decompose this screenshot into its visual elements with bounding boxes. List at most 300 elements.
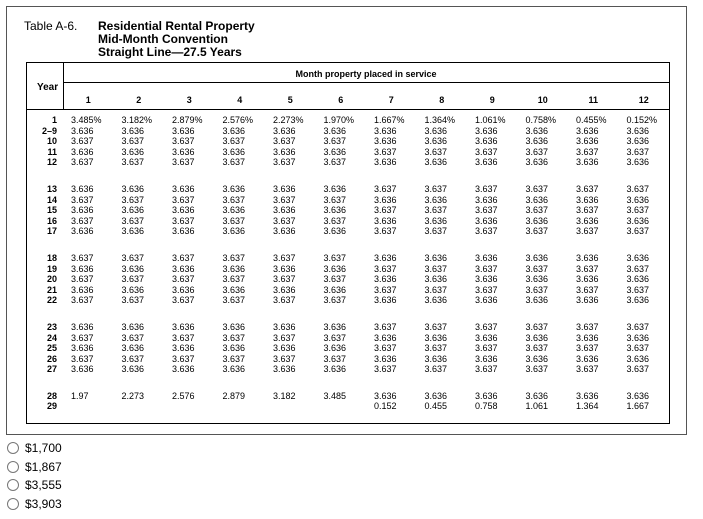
rate-cell: 3.637	[475, 146, 498, 157]
rate-cell: 3.637	[273, 136, 296, 147]
answer-label: $1,867	[25, 459, 62, 474]
rate-cell: 3.637	[626, 183, 650, 194]
group-spacer	[576, 375, 626, 391]
year-label: 11	[47, 146, 57, 157]
rate-cell: 3.637	[222, 215, 246, 226]
year-label: 24	[46, 332, 57, 343]
year-label: 18	[46, 252, 57, 263]
rate-cell: 3.182	[273, 390, 296, 401]
rate-cell: 3.636	[525, 252, 549, 263]
rate-cell: 3.636	[222, 146, 246, 157]
rate-cell: 3.636	[172, 364, 195, 375]
rate-cell: 3.637	[475, 321, 498, 332]
rate-cell: 3.637	[273, 215, 296, 226]
group-spacer	[576, 306, 626, 322]
rate-cell: 3.636	[475, 353, 498, 364]
rate-cell: 3.485%	[71, 115, 102, 125]
rate-cell: 3.636	[273, 321, 296, 332]
table-frame	[6, 6, 687, 435]
rate-cell: 3.637	[374, 146, 397, 157]
rate-cell: 3.636	[424, 390, 448, 401]
rate-cell: 3.636	[222, 263, 246, 274]
rate-cell: 3.636	[71, 284, 94, 295]
rate-cell: 3.636	[121, 205, 145, 216]
year-header: Year	[37, 82, 59, 93]
rate-cell: 0.758%	[525, 115, 557, 125]
rate-cell: 3.637	[424, 321, 448, 332]
group-spacer	[71, 375, 121, 391]
group-spacer	[374, 375, 424, 391]
rate-cell: 3.637	[71, 332, 94, 343]
rate-cell: 3.636	[475, 390, 498, 401]
header-bottom-rule	[27, 109, 669, 110]
group-spacer	[27, 237, 57, 253]
rate-cell: 3.636	[172, 146, 195, 157]
rate-cell: 3.637	[71, 194, 94, 205]
rate-cell: 3.637	[172, 157, 195, 168]
radio-button[interactable]	[7, 442, 19, 454]
rate-cell: 3.636	[71, 205, 94, 216]
rate-cell: 3.636	[121, 284, 145, 295]
rate-cell: 3.636	[71, 321, 94, 332]
rate-cell: 2.273	[121, 390, 145, 401]
rate-cell: 3.637	[172, 332, 195, 343]
group-spacer	[324, 306, 374, 322]
month-number: 6	[338, 95, 344, 105]
rate-cell: 1.667	[626, 401, 650, 412]
rate-cell: 3.636	[121, 364, 145, 375]
rate-cell: 3.637	[121, 194, 145, 205]
group-spacer	[223, 306, 273, 322]
month-column	[475, 115, 525, 412]
group-spacer	[374, 168, 424, 184]
rate-cell: 3.636	[121, 183, 145, 194]
rate-cell: 3.637	[121, 136, 145, 147]
group-spacer	[223, 237, 273, 253]
rate-cell: 3.636	[475, 295, 498, 306]
group-spacer	[425, 168, 475, 184]
rate-cell	[324, 401, 374, 412]
group-spacer	[71, 306, 121, 322]
group-spacer	[576, 168, 626, 184]
rate-cell: 3.636	[121, 146, 145, 157]
group-spacer	[475, 306, 525, 322]
group-spacer	[122, 237, 172, 253]
rate-cell: 3.637	[172, 353, 195, 364]
rate-cell	[172, 401, 222, 412]
answer-label: $3,903	[25, 496, 62, 511]
radio-button[interactable]	[7, 461, 19, 473]
group-spacer	[324, 237, 374, 253]
group-spacer	[425, 375, 475, 391]
month-column	[526, 115, 576, 412]
rate-cell: 3.637	[222, 252, 246, 263]
rate-cell: 3.637	[525, 183, 549, 194]
group-spacer	[223, 168, 273, 184]
rate-cell: 0.152%	[626, 115, 658, 125]
group-spacer	[324, 375, 374, 391]
rate-cell: 3.637	[424, 183, 448, 194]
group-spacer	[27, 168, 57, 184]
answer-option[interactable]	[7, 439, 62, 458]
rate-cell: 3.637	[273, 274, 296, 285]
month-number: 10	[537, 95, 548, 105]
table-title	[98, 20, 255, 59]
rate-cell: 3.637	[374, 364, 397, 375]
month-column	[627, 115, 677, 412]
rate-cell: 3.637	[374, 321, 397, 332]
rate-cell: 3.636	[172, 343, 195, 354]
rate-cell: 3.636	[475, 274, 498, 285]
group-spacer	[526, 237, 576, 253]
rate-cell: 3.636	[626, 274, 650, 285]
rate-cell: 3.637	[626, 364, 650, 375]
rate-cell: 3.637	[323, 353, 347, 364]
rate-cell: 3.637	[576, 146, 599, 157]
year-label: 1	[51, 115, 57, 125]
rate-cell: 3.637	[323, 274, 347, 285]
table-label: Table A-6.	[24, 19, 78, 33]
rate-cell: 3.636	[273, 263, 296, 274]
rate-cell: 3.636	[626, 125, 650, 136]
group-spacer	[425, 306, 475, 322]
year-label: 27	[46, 364, 57, 375]
rate-cell: 3.637	[475, 205, 498, 216]
rate-cell: 3.636	[475, 215, 498, 226]
rate-cell: 3.636	[525, 136, 549, 147]
rate-cell: 3.637	[273, 332, 296, 343]
rate-cell: 3.636	[475, 252, 498, 263]
rate-cell: 3.636	[525, 157, 549, 168]
group-spacer	[425, 237, 475, 253]
rate-cell: 3.636	[121, 226, 145, 237]
rate-cell: 3.637	[576, 364, 599, 375]
rate-cell: 3.636	[172, 284, 195, 295]
rate-cell: 3.637	[222, 157, 246, 168]
rate-cell	[223, 401, 273, 412]
rate-cell: 3.636	[323, 343, 347, 354]
rate-cell: 3.636	[121, 321, 145, 332]
group-spacer	[475, 375, 525, 391]
group-spacer	[273, 375, 323, 391]
rate-cell: 3.637	[525, 205, 549, 216]
rate-cell: 3.637	[475, 263, 498, 274]
group-spacer	[526, 375, 576, 391]
rate-cell: 3.637	[172, 136, 195, 147]
group-spacer	[172, 237, 222, 253]
rate-cell: 3.637	[576, 321, 599, 332]
rate-cell: 3.636	[273, 364, 296, 375]
rate-cell: 3.636	[576, 215, 599, 226]
answer-option[interactable]	[7, 495, 62, 514]
rate-cell: 3.636	[121, 125, 145, 136]
rate-cell: 3.636	[626, 215, 650, 226]
rate-cell: 3.637	[121, 274, 145, 285]
rate-cell: 3.636	[273, 226, 296, 237]
month-number: 5	[287, 95, 293, 105]
rate-cell: 3.485	[323, 390, 347, 401]
rate-cell: 3.637	[475, 284, 498, 295]
rate-cell: 3.636	[222, 125, 246, 136]
rate-cell: 1.970%	[323, 115, 355, 125]
rate-cell: 3.637	[626, 146, 650, 157]
rate-cell: 3.636	[626, 332, 650, 343]
rate-cell: 3.636	[475, 332, 498, 343]
group-spacer	[122, 306, 172, 322]
rate-cell: 3.636	[273, 284, 296, 295]
rate-cell: 3.636	[626, 194, 650, 205]
rate-cell: 3.636	[626, 353, 650, 364]
rate-cell: 0.455	[424, 401, 448, 412]
rate-cell: 2.879	[222, 390, 246, 401]
group-spacer	[627, 168, 677, 184]
rate-cell: 3.637	[475, 226, 498, 237]
rate-cell: 3.637	[626, 205, 650, 216]
rate-cell: 3.636	[424, 136, 448, 147]
group-spacer	[172, 168, 222, 184]
rate-cell: 3.636	[626, 390, 650, 401]
rate-cell: 3.636	[374, 353, 397, 364]
rate-cell	[273, 401, 323, 412]
rate-cell: 3.636	[323, 125, 347, 136]
rate-cell: 3.636	[222, 205, 246, 216]
year-label: 16	[46, 215, 57, 226]
rate-cell: 3.636	[71, 146, 94, 157]
rate-cell: 1.364	[576, 401, 599, 412]
year-label: 23	[46, 321, 57, 332]
rate-cell: 3.636	[424, 194, 448, 205]
month-number: 11	[588, 95, 598, 105]
rate-cell: 3.636	[626, 157, 650, 168]
group-spacer	[627, 375, 677, 391]
rate-cell	[122, 401, 172, 412]
group-spacer	[172, 306, 222, 322]
rate-cell: 3.636	[576, 274, 599, 285]
rate-cell: 3.637	[273, 252, 296, 263]
group-spacer	[27, 306, 57, 322]
rate-cell: 2.576%	[222, 115, 254, 125]
rate-cell: 3.637	[374, 183, 397, 194]
month-column	[122, 115, 172, 412]
rate-cell: 3.636	[424, 353, 448, 364]
answer-label: $1,700	[25, 441, 62, 456]
rate-cell: 1.97	[71, 390, 89, 401]
month-column	[324, 115, 374, 412]
group-spacer	[627, 237, 677, 253]
rate-cell: 1.061%	[475, 115, 506, 125]
rate-cell: 3.636	[576, 125, 599, 136]
month-number: 9	[489, 95, 495, 105]
rate-cell: 3.637	[626, 284, 650, 295]
rate-cell: 3.636	[576, 136, 599, 147]
rate-cell: 3.636	[273, 125, 296, 136]
rate-cell: 3.637	[525, 263, 549, 274]
rate-cell: 3.637	[71, 252, 94, 263]
rate-cell: 3.636	[273, 205, 296, 216]
rate-cell: 2.879%	[172, 115, 203, 125]
rate-cell: 3.637	[626, 321, 650, 332]
rate-cell: 3.636	[323, 284, 347, 295]
answer-option[interactable]	[7, 458, 62, 477]
rate-cell: 3.637	[222, 194, 246, 205]
rate-cell: 3.637	[626, 226, 650, 237]
rate-cell: 3.636	[374, 194, 397, 205]
month-header: Month property placed in service	[295, 69, 437, 79]
rate-cell: 3.636	[172, 263, 195, 274]
year-label: 17	[46, 226, 57, 237]
rate-cell: 3.637	[121, 353, 145, 364]
table-title-line: Mid-Month Convention	[98, 32, 228, 46]
rate-cell: 3.637	[374, 343, 397, 354]
rate-cell: 3.637	[424, 364, 448, 375]
rate-cell: 3.637	[576, 226, 599, 237]
month-column	[576, 115, 626, 412]
rate-cell: 3.636	[323, 205, 347, 216]
rate-cell: 3.636	[172, 226, 195, 237]
group-spacer	[71, 237, 121, 253]
rate-cell: 2.273%	[273, 115, 304, 125]
rate-cell: 3.636	[424, 252, 448, 263]
rate-cell: 3.636	[71, 364, 94, 375]
rate-cell: 3.637	[374, 226, 397, 237]
rate-cell: 3.636	[576, 157, 599, 168]
rate-cell: 3.636	[71, 343, 94, 354]
rate-cell: 3.637	[273, 157, 296, 168]
rate-cell: 3.636	[525, 295, 549, 306]
month-number: 7	[388, 95, 394, 105]
rate-cell: 3.637	[71, 136, 94, 147]
answer-label: $3,555	[25, 478, 62, 493]
rate-cell: 3.637	[323, 252, 347, 263]
rate-cell: 3.637	[222, 353, 246, 364]
rate-cell: 3.637	[475, 183, 498, 194]
group-spacer	[475, 237, 525, 253]
rate-cell: 3.637	[172, 194, 195, 205]
year-label: 12	[46, 157, 57, 168]
year-label: 26	[46, 353, 57, 364]
rate-cell: 3.637	[475, 364, 498, 375]
rate-cell: 3.637	[121, 295, 145, 306]
rate-cell: 3.637	[525, 146, 549, 157]
rate-cell: 3.636	[222, 343, 246, 354]
table-title-line: Straight Line—27.5 Years	[98, 45, 242, 59]
rate-cell: 3.637	[576, 183, 599, 194]
rate-cell: 3.636	[475, 194, 498, 205]
rate-cell: 3.637	[71, 215, 94, 226]
year-label: 13	[46, 183, 57, 194]
rate-cell: 3.637	[172, 252, 195, 263]
rate-cell: 3.637	[172, 295, 195, 306]
rate-cell: 3.636	[323, 263, 347, 274]
rate-cell: 3.636	[323, 321, 347, 332]
month-number: 8	[439, 95, 445, 105]
radio-button[interactable]	[7, 498, 19, 510]
month-number: 12	[638, 95, 649, 105]
rate-cell: 3.637	[222, 295, 246, 306]
radio-button[interactable]	[7, 479, 19, 491]
month-column	[374, 115, 424, 412]
rate-cell: 3.636	[222, 284, 246, 295]
rate-cell: 3.636	[475, 125, 498, 136]
rate-cell: 3.636	[576, 390, 599, 401]
month-column	[425, 115, 475, 412]
table-title-line: Residential Rental Property	[98, 19, 255, 33]
rate-cell: 2.576	[172, 390, 195, 401]
month-column	[223, 115, 273, 412]
rate-cell: 3.637	[273, 295, 296, 306]
year-label: 21	[46, 284, 57, 295]
rate-cell: 3.636	[273, 183, 296, 194]
month-number: 2	[136, 95, 142, 105]
group-spacer	[273, 168, 323, 184]
rate-cell: 1.667%	[374, 115, 405, 125]
group-spacer	[273, 306, 323, 322]
rate-cell: 3.636	[525, 215, 549, 226]
rate-cell: 3.636	[424, 157, 448, 168]
rate-cell: 3.636	[374, 136, 397, 147]
rate-cell: 3.636	[576, 194, 599, 205]
rate-cell: 3.636	[626, 136, 650, 147]
rate-cell: 3.637	[374, 205, 397, 216]
rate-cell: 3.636	[374, 332, 397, 343]
rate-cell: 3.637	[71, 353, 94, 364]
rate-cell: 3.636	[525, 332, 549, 343]
rate-cell: 3.636	[172, 205, 195, 216]
group-spacer	[475, 168, 525, 184]
rate-cell: 3.637	[424, 146, 448, 157]
rate-cell: 3.636	[71, 226, 94, 237]
rate-cell: 3.636	[71, 183, 94, 194]
rate-cell: 3.637	[323, 136, 347, 147]
rate-cell: 3.637	[71, 274, 94, 285]
rate-cell: 3.637	[424, 343, 448, 354]
rate-cell: 3.637	[424, 263, 448, 274]
month-column	[172, 115, 222, 412]
rate-cell: 1.061	[525, 401, 549, 412]
group-spacer	[526, 168, 576, 184]
group-spacer	[122, 168, 172, 184]
rate-cell: 3.637	[424, 284, 448, 295]
rate-cell: 3.636	[424, 332, 448, 343]
rate-cell: 3.636	[222, 321, 246, 332]
group-spacer	[122, 375, 172, 391]
rate-cell: 3.636	[374, 215, 397, 226]
year-label: 2–9	[41, 125, 57, 136]
rate-cell: 3.636	[323, 183, 347, 194]
rate-cell: 3.637	[525, 321, 549, 332]
rate-cell: 3.637	[172, 215, 195, 226]
rate-cell: 3.636	[475, 157, 498, 168]
rate-cell: 3.636	[374, 125, 397, 136]
group-spacer	[374, 306, 424, 322]
month-number: 3	[186, 95, 192, 105]
rate-cell: 3.637	[323, 157, 347, 168]
rate-cell: 3.636	[525, 125, 549, 136]
year-label: 28	[46, 390, 57, 401]
rate-cell: 3.637	[525, 364, 549, 375]
rate-cell: 3.636	[374, 252, 397, 263]
rate-cell: 0.152	[374, 401, 397, 412]
month-number: 1	[85, 95, 91, 105]
answer-option[interactable]	[7, 476, 62, 495]
year-label: 15	[46, 205, 57, 216]
group-spacer	[223, 375, 273, 391]
year-label: 22	[46, 295, 57, 306]
rate-cell: 3.636	[323, 226, 347, 237]
rate-cell: 3.637	[576, 263, 599, 274]
rate-cell: 3.637	[121, 215, 145, 226]
rate-cell: 3.637	[273, 194, 296, 205]
